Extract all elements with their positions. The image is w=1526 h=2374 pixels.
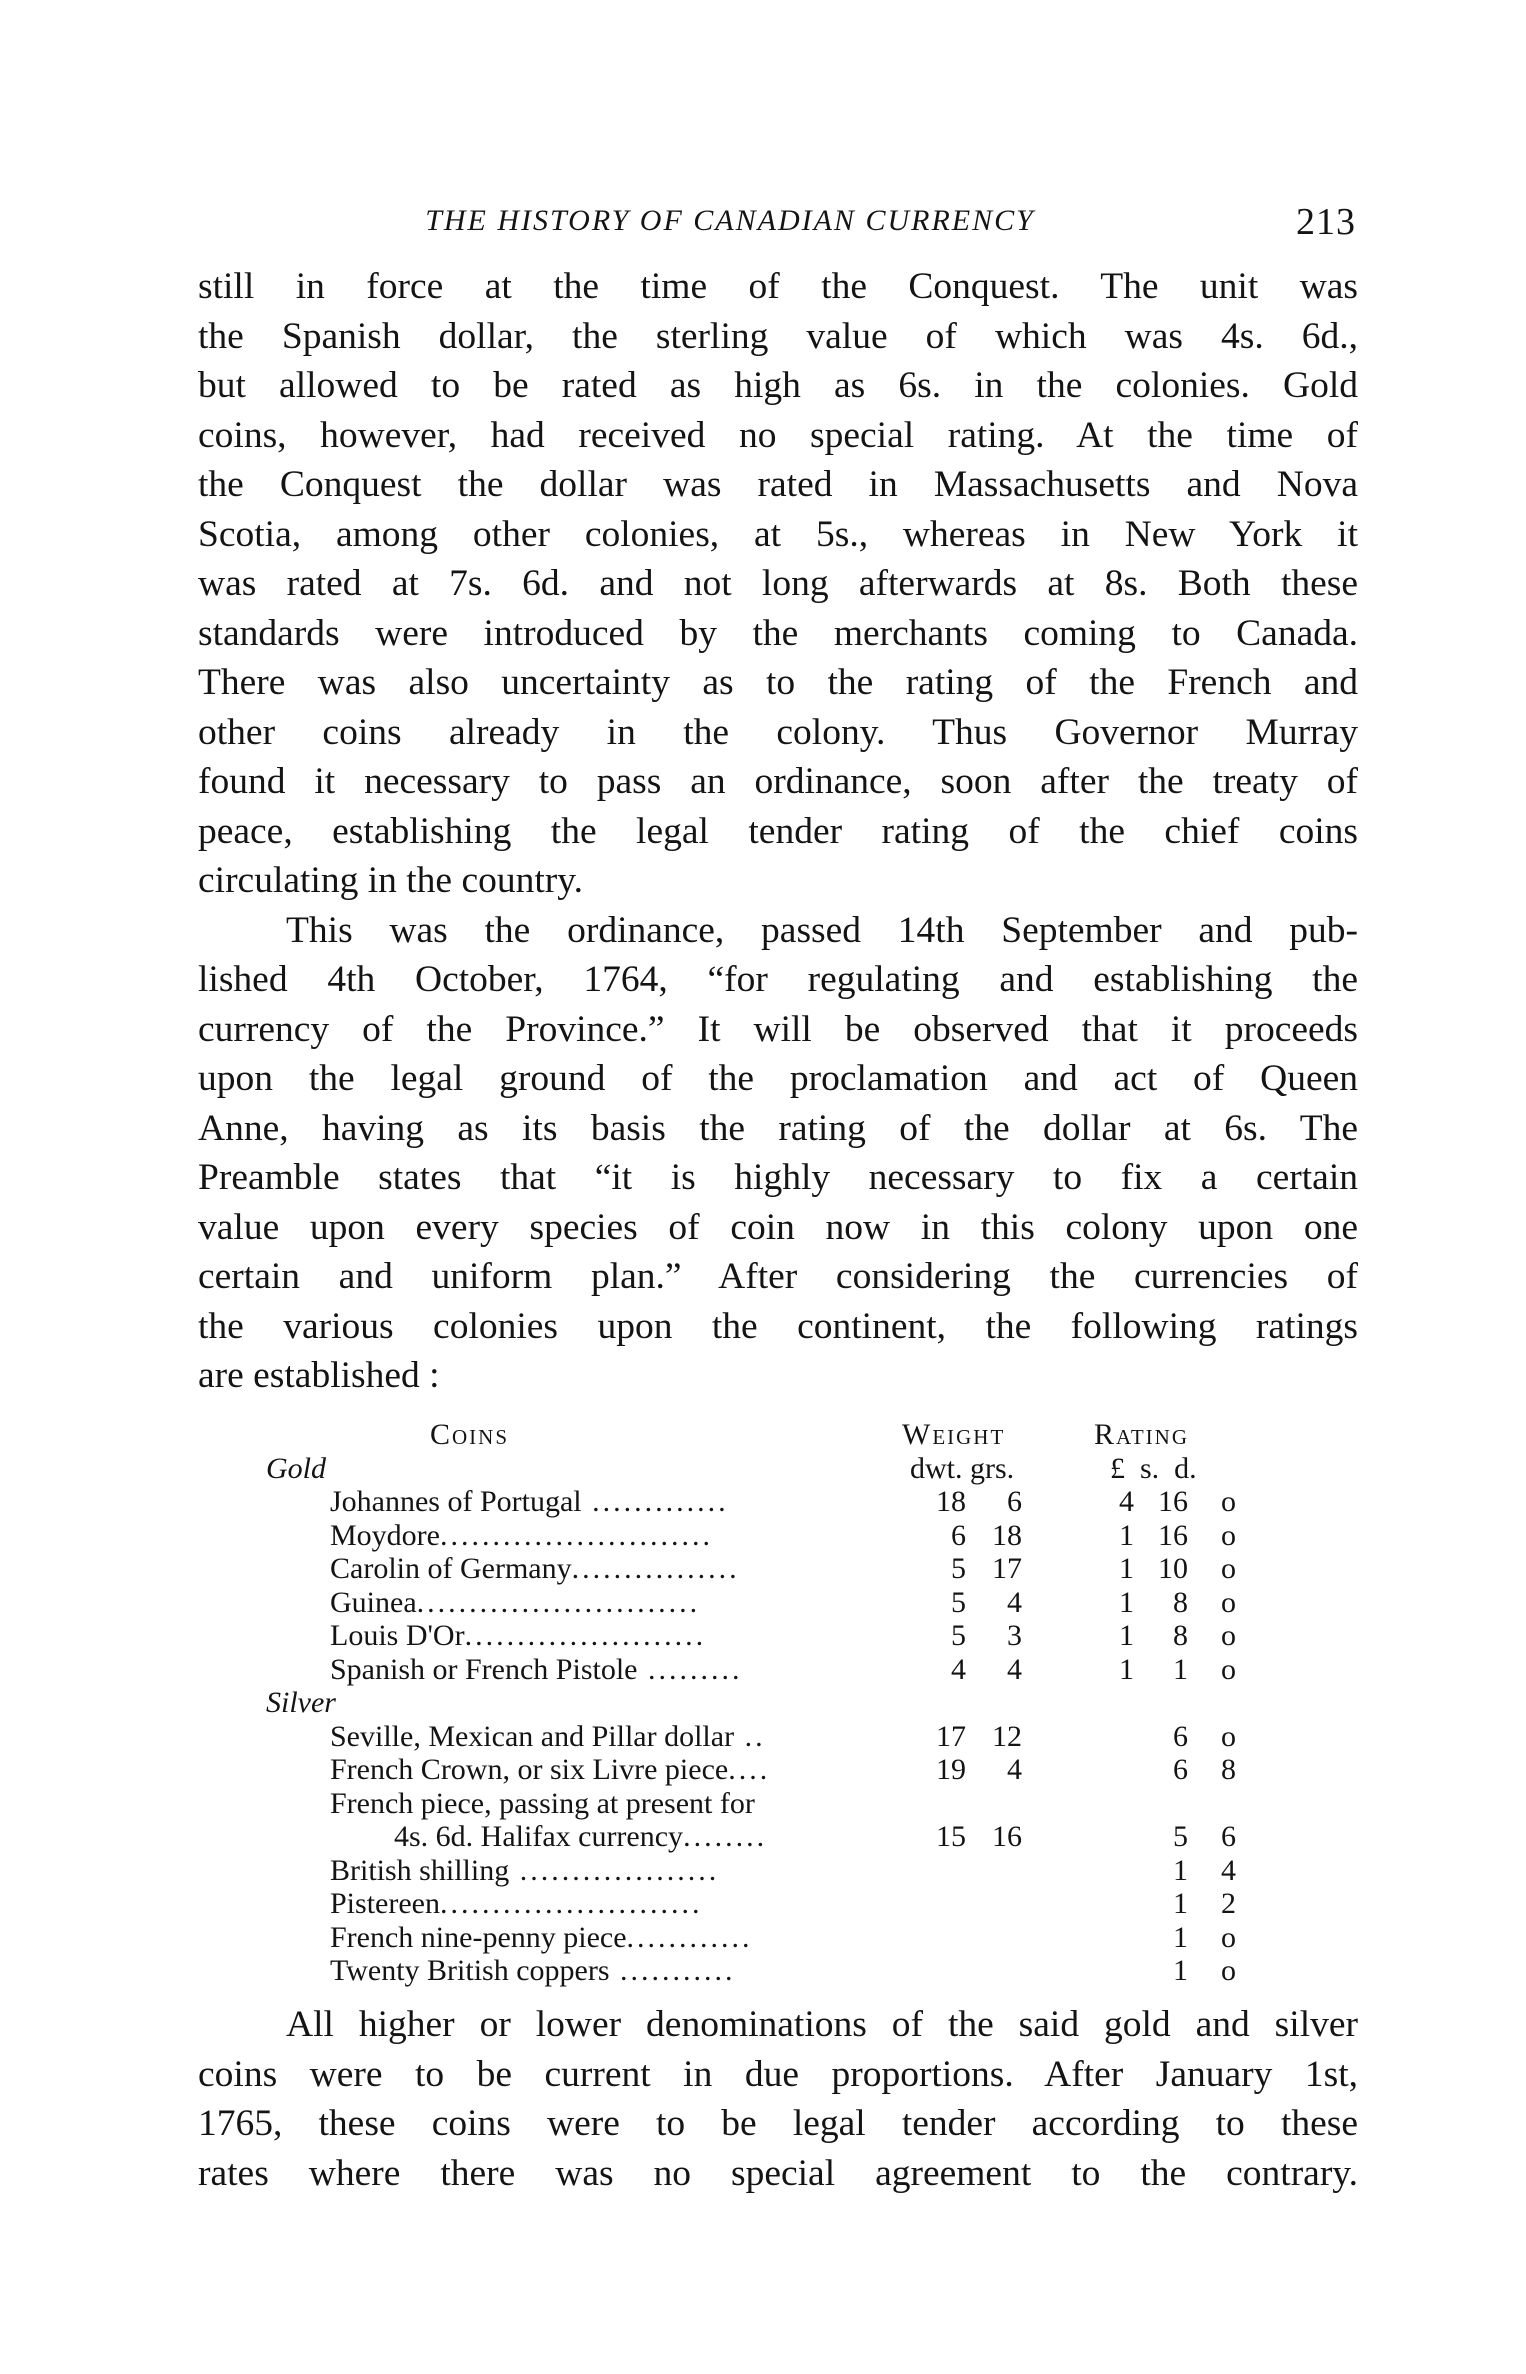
- dot-leader: ..........................: [439, 1518, 713, 1552]
- rating-pence: o: [1221, 1585, 1236, 1619]
- rating-shillings: 1: [1173, 1652, 1188, 1686]
- rating-shillings: 1: [1173, 1853, 1188, 1887]
- coin-name: Carolin of Germany: [330, 1552, 572, 1585]
- rating-units: £ s. d.: [1110, 1451, 1197, 1485]
- table-row: [262, 1552, 1242, 1586]
- weight-grs: 3: [1007, 1619, 1022, 1652]
- coin-name: British shilling: [330, 1853, 510, 1887]
- coin-name: French Crown, or six Livre piece: [330, 1753, 729, 1786]
- rating-shillings: 1: [1173, 1954, 1188, 1987]
- weight-grs: 18: [992, 1518, 1022, 1552]
- coin-name: 4s. 6d. Halifax currency: [394, 1820, 684, 1853]
- text-line: Scotia, among other colonies, at 5s., whereas in New York it: [198, 513, 1358, 555]
- coin-name: Pistereen: [330, 1887, 440, 1920]
- dot-leader: ...........................: [416, 1585, 701, 1619]
- table-row: [262, 1854, 1242, 1888]
- weight-dwt: 5: [951, 1552, 966, 1585]
- weight-grs: 4: [1007, 1753, 1022, 1786]
- weight-grs: 4: [1007, 1652, 1022, 1686]
- text-line: There was also uncertainty as to the rating of the French and: [198, 662, 1358, 703]
- text-line: circulating in the country.: [198, 860, 583, 901]
- dot-leader: .........................: [439, 1887, 703, 1920]
- column-header-coins: Coins: [430, 1418, 510, 1451]
- rating-pounds: 4: [1119, 1485, 1134, 1518]
- weight-grs: 6: [1007, 1485, 1022, 1518]
- coin-name: French nine-penny piece: [330, 1920, 627, 1954]
- coin-name: Moydore: [330, 1518, 440, 1552]
- rating-pounds: 1: [1119, 1585, 1134, 1619]
- weight-grs: 4: [1007, 1585, 1022, 1619]
- table-row: [262, 1519, 1242, 1553]
- dot-leader: ................: [571, 1552, 740, 1585]
- table-row: [262, 1586, 1242, 1620]
- weight-dwt: 5: [951, 1585, 966, 1619]
- rating-pounds: 1: [1119, 1552, 1134, 1585]
- rating-pence: o: [1221, 1920, 1236, 1954]
- weight-dwt: 18: [936, 1485, 966, 1518]
- column-header-rating: Rating: [1094, 1418, 1189, 1451]
- dot-leader: ........: [683, 1820, 768, 1853]
- table-row: [262, 1753, 1242, 1787]
- table-header-row: [262, 1418, 1242, 1452]
- paragraph-legal-tender: [198, 2000, 1358, 2198]
- table-row-continued: [262, 1787, 1242, 1821]
- text-line: standards were introduced by the merchants coming to Canada.: [198, 612, 1358, 654]
- table-row: [262, 1720, 1242, 1754]
- text-line: but allowed to be rated as high as 6s. in the colonies. Gold: [198, 365, 1358, 406]
- rating-pence: 2: [1221, 1887, 1236, 1920]
- rating-pence: o: [1221, 1619, 1236, 1652]
- rating-pence: o: [1221, 1954, 1236, 1987]
- rating-shillings: 8: [1173, 1619, 1188, 1652]
- coin-name: Guinea: [330, 1585, 417, 1619]
- text-line: 1765, these coins were to be legal tender according to these: [198, 2103, 1358, 2144]
- rating-pounds: 1: [1119, 1619, 1134, 1652]
- rating-pence: o: [1221, 1652, 1236, 1686]
- dot-leader: ..: [734, 1719, 766, 1753]
- text-line: upon the legal ground of the proclamation and act of Queen: [198, 1058, 1358, 1099]
- text-line: currency of the Province.” It will be observed that it proceeds: [198, 1008, 1358, 1050]
- section-label-gold: Gold: [266, 1451, 326, 1485]
- rating-shillings: 6: [1173, 1753, 1188, 1786]
- rating-pence: 8: [1221, 1753, 1236, 1786]
- coin-name: Louis D'Or: [330, 1619, 465, 1652]
- text-line: peace, establishing the legal tender rating of the chief coins: [198, 810, 1358, 852]
- weight-grs: 17: [992, 1552, 1022, 1585]
- rating-shillings: 16: [1158, 1518, 1188, 1552]
- coin-name: French piece, passing at present for: [330, 1786, 755, 1820]
- table-row: [262, 1887, 1242, 1921]
- section-label-silver: Silver: [266, 1686, 336, 1719]
- table-units-row: [262, 1452, 1242, 1486]
- rating-shillings: 8: [1173, 1585, 1188, 1619]
- paragraph-conquest: [198, 262, 1358, 906]
- rating-shillings: 10: [1158, 1552, 1188, 1585]
- text-line: Preamble states that “it is highly necessary to fix a certain: [198, 1157, 1358, 1198]
- weight-dwt: 4: [951, 1652, 966, 1686]
- rating-pence: o: [1221, 1485, 1236, 1518]
- paragraph-ordinance: [198, 906, 1358, 1401]
- text-line: found it necessary to pass an ordinance, soon after the treaty of: [198, 761, 1358, 802]
- rating-pence: o: [1221, 1518, 1236, 1552]
- rating-pounds: 1: [1119, 1652, 1134, 1686]
- coin-name: Seville, Mexican and Pillar dollar: [330, 1719, 735, 1753]
- text-line: certain and uniform plan.” After considering the currencies of: [198, 1256, 1358, 1297]
- rating-pence: o: [1221, 1552, 1236, 1585]
- text-line: other coins already in the colony. Thus Governor Murray: [198, 711, 1358, 753]
- page-header: [200, 200, 1370, 250]
- weight-dwt: 5: [951, 1619, 966, 1652]
- dot-leader: .......................: [464, 1619, 707, 1652]
- text-line: Anne, having as its basis the rating of the dollar at 6s. The: [198, 1107, 1358, 1149]
- text-line: the various colonies upon the continent, the following ratings: [198, 1305, 1358, 1347]
- text-line: are established :: [198, 1355, 440, 1396]
- dot-leader: ....: [728, 1753, 771, 1786]
- dot-leader: ...........: [609, 1954, 736, 1987]
- weight-dwt: 19: [936, 1753, 966, 1786]
- table-row: [262, 1921, 1242, 1955]
- rating-shillings: 1: [1173, 1887, 1188, 1920]
- weight-units: dwt. grs.: [910, 1451, 1015, 1485]
- text-line: still in force at the time of the Conquest. The unit was: [198, 266, 1358, 307]
- table-row: [262, 1820, 1242, 1854]
- weight-grs: 12: [992, 1719, 1022, 1753]
- rating-shillings: 5: [1173, 1820, 1188, 1853]
- text-line: rates where there was no special agreement to the contrary.: [198, 2152, 1358, 2194]
- coin-name: Twenty British coppers: [330, 1954, 610, 1987]
- rating-pence: 6: [1221, 1820, 1236, 1853]
- weight-dwt: 6: [951, 1518, 966, 1552]
- text-line: This was the ordinance, passed 14th September and pub-: [286, 909, 1358, 951]
- running-title: THE HISTORY OF CANADIAN CURRENCY: [425, 204, 1035, 237]
- text-line: coins, however, had received no special rating. At the time of: [198, 414, 1358, 456]
- weight-dwt: 17: [936, 1719, 966, 1753]
- dot-leader: ...................: [509, 1853, 720, 1887]
- table-row: [262, 1954, 1242, 1988]
- column-header-weight: Weight: [902, 1418, 1006, 1451]
- weight-dwt: 15: [936, 1820, 966, 1853]
- text-line: value upon every species of coin now in this colony upon one: [198, 1206, 1358, 1248]
- text-line: the Spanish dollar, the sterling value of which was 4s. 6d.,: [198, 315, 1358, 357]
- text-line: the Conquest the dollar was rated in Massachusetts and Nova: [198, 464, 1358, 505]
- table-row: [262, 1653, 1242, 1687]
- coin-name: Johannes of Portugal: [330, 1485, 582, 1518]
- weight-grs: 16: [992, 1820, 1022, 1853]
- rating-shillings: 16: [1158, 1485, 1188, 1518]
- dot-leader: .............: [581, 1485, 729, 1518]
- rating-shillings: 1: [1173, 1920, 1188, 1954]
- rating-shillings: 6: [1173, 1719, 1188, 1753]
- table-row: [262, 1485, 1242, 1519]
- table-row: [262, 1619, 1242, 1653]
- rating-pounds: 1: [1119, 1518, 1134, 1552]
- text-line: lished 4th October, 1764, “for regulating and establishing the: [198, 959, 1358, 1000]
- text-line: coins were to be current in due proportions. After January 1st,: [198, 2053, 1358, 2095]
- dot-leader: .........: [637, 1652, 743, 1686]
- rating-pence: o: [1221, 1719, 1236, 1753]
- page-number: 213: [1296, 201, 1356, 243]
- dot-leader: ............: [626, 1920, 753, 1954]
- body-text: [198, 262, 1358, 1401]
- rating-pence: 4: [1221, 1853, 1236, 1887]
- coin-rating-table: [262, 1418, 1242, 1988]
- coin-name: Spanish or French Pistole: [330, 1652, 638, 1686]
- text-line: All higher or lower denominations of the said gold and silver: [286, 2004, 1358, 2045]
- table-section-row: [262, 1686, 1242, 1720]
- text-line: was rated at 7s. 6d. and not long afterwards at 8s. Both these: [198, 563, 1358, 604]
